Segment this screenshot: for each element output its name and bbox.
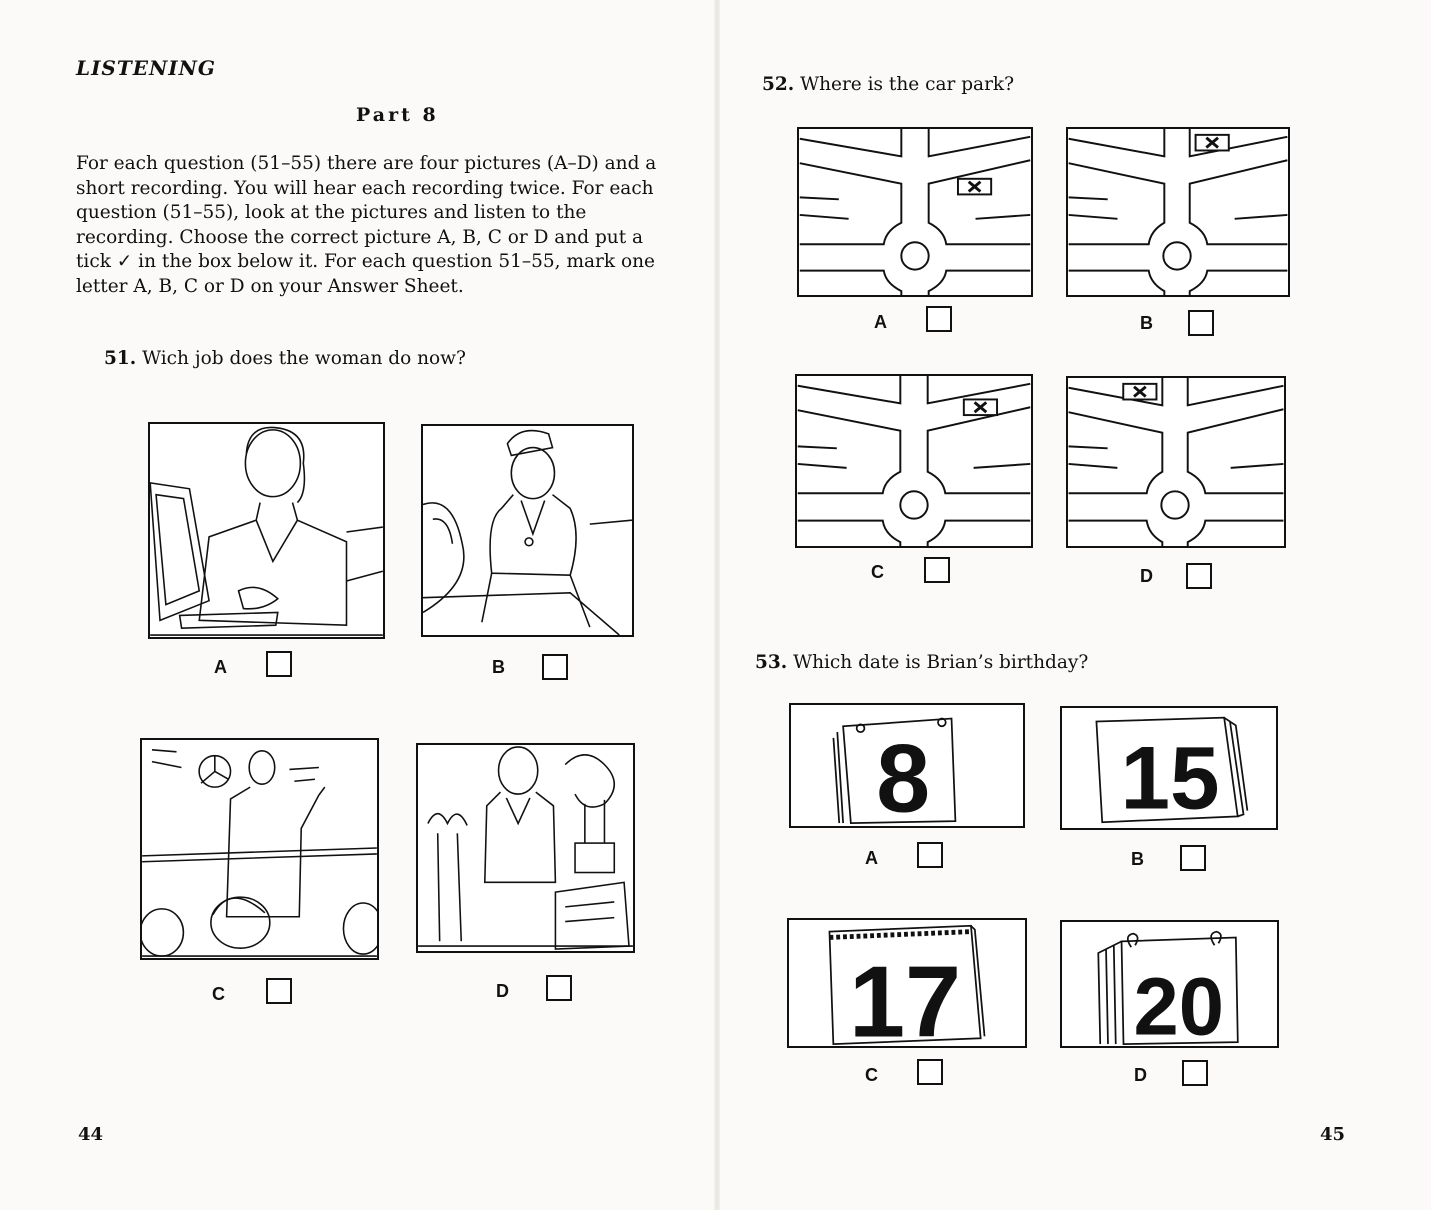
instructions-text: For each question (51–55) there are four pictures (A–D) and a short recording. You will hear each recording twice. For each question (51–55), look at the pictures and listen to the recording. Choose the correct picture A, B, C or D and put a tick ✓ in the box below it. For each question 51–55, mark one letter A, B, C or D on your Answer Sheet. xyxy=(76,153,657,297)
calendar-53d xyxy=(1060,920,1279,1048)
answer-box-52a[interactable] xyxy=(926,306,952,332)
map-52b xyxy=(1066,127,1290,297)
question-text: Wich job does the woman do now? xyxy=(142,348,466,369)
calendar-date-53a: 8 xyxy=(876,723,931,826)
option-label-52a: A xyxy=(874,312,887,332)
option-label-53b: B xyxy=(1131,849,1144,869)
calendar-date-53c: 17 xyxy=(848,946,962,1046)
map-52a xyxy=(797,127,1033,297)
answer-box-51d[interactable] xyxy=(546,975,572,1001)
answer-box-52c[interactable] xyxy=(924,557,950,583)
question-53 xyxy=(755,652,1088,673)
answer-box-53d[interactable] xyxy=(1182,1060,1208,1086)
answer-box-51c[interactable] xyxy=(266,978,292,1004)
part-title: Part 8 xyxy=(356,104,439,126)
picture-51a-office-worker xyxy=(148,422,385,639)
option-label-51c: C xyxy=(212,984,225,1004)
calendar-date-53b: 15 xyxy=(1120,727,1220,828)
picture-51b-nurse xyxy=(421,424,634,637)
option-label-51a: A xyxy=(214,657,227,677)
option-label-52b: B xyxy=(1140,313,1153,333)
page-gutter xyxy=(714,0,720,1210)
answer-box-53c[interactable] xyxy=(917,1059,943,1085)
question-52 xyxy=(762,74,1014,95)
answer-box-52b[interactable] xyxy=(1188,310,1214,336)
picture-51d-florist xyxy=(416,743,635,953)
option-label-53a: A xyxy=(865,848,878,868)
page-number-right: 45 xyxy=(1320,1124,1346,1145)
option-label-53c: C xyxy=(865,1065,878,1085)
page-number-left: 44 xyxy=(78,1124,104,1145)
question-text: Where is the car park? xyxy=(800,74,1015,95)
calendar-date-53d: 20 xyxy=(1133,961,1224,1046)
question-51 xyxy=(104,348,466,369)
option-label-52c: C xyxy=(871,562,884,582)
answer-box-53a[interactable] xyxy=(917,842,943,868)
option-label-52d: D xyxy=(1140,566,1153,586)
answer-box-51a[interactable] xyxy=(266,651,292,677)
option-label-51b: B xyxy=(492,657,505,677)
picture-51c-teacher xyxy=(140,738,379,960)
question-text: Which date is Brian’s birthday? xyxy=(793,652,1089,673)
calendar-53c xyxy=(787,918,1027,1048)
option-label-53d: D xyxy=(1134,1065,1147,1085)
answer-box-53b[interactable] xyxy=(1180,845,1206,871)
answer-box-51b[interactable] xyxy=(542,654,568,680)
question-number: 52. xyxy=(762,74,795,95)
map-52d xyxy=(1066,376,1286,548)
calendar-53a xyxy=(789,703,1025,828)
calendar-53b xyxy=(1060,706,1278,830)
answer-box-52d[interactable] xyxy=(1186,563,1212,589)
map-52c xyxy=(795,374,1033,548)
section-title: LISTENING xyxy=(76,56,216,80)
instructions xyxy=(76,152,672,299)
option-label-51d: D xyxy=(496,981,509,1001)
question-number: 51. xyxy=(104,348,137,369)
question-number: 53. xyxy=(755,652,788,673)
